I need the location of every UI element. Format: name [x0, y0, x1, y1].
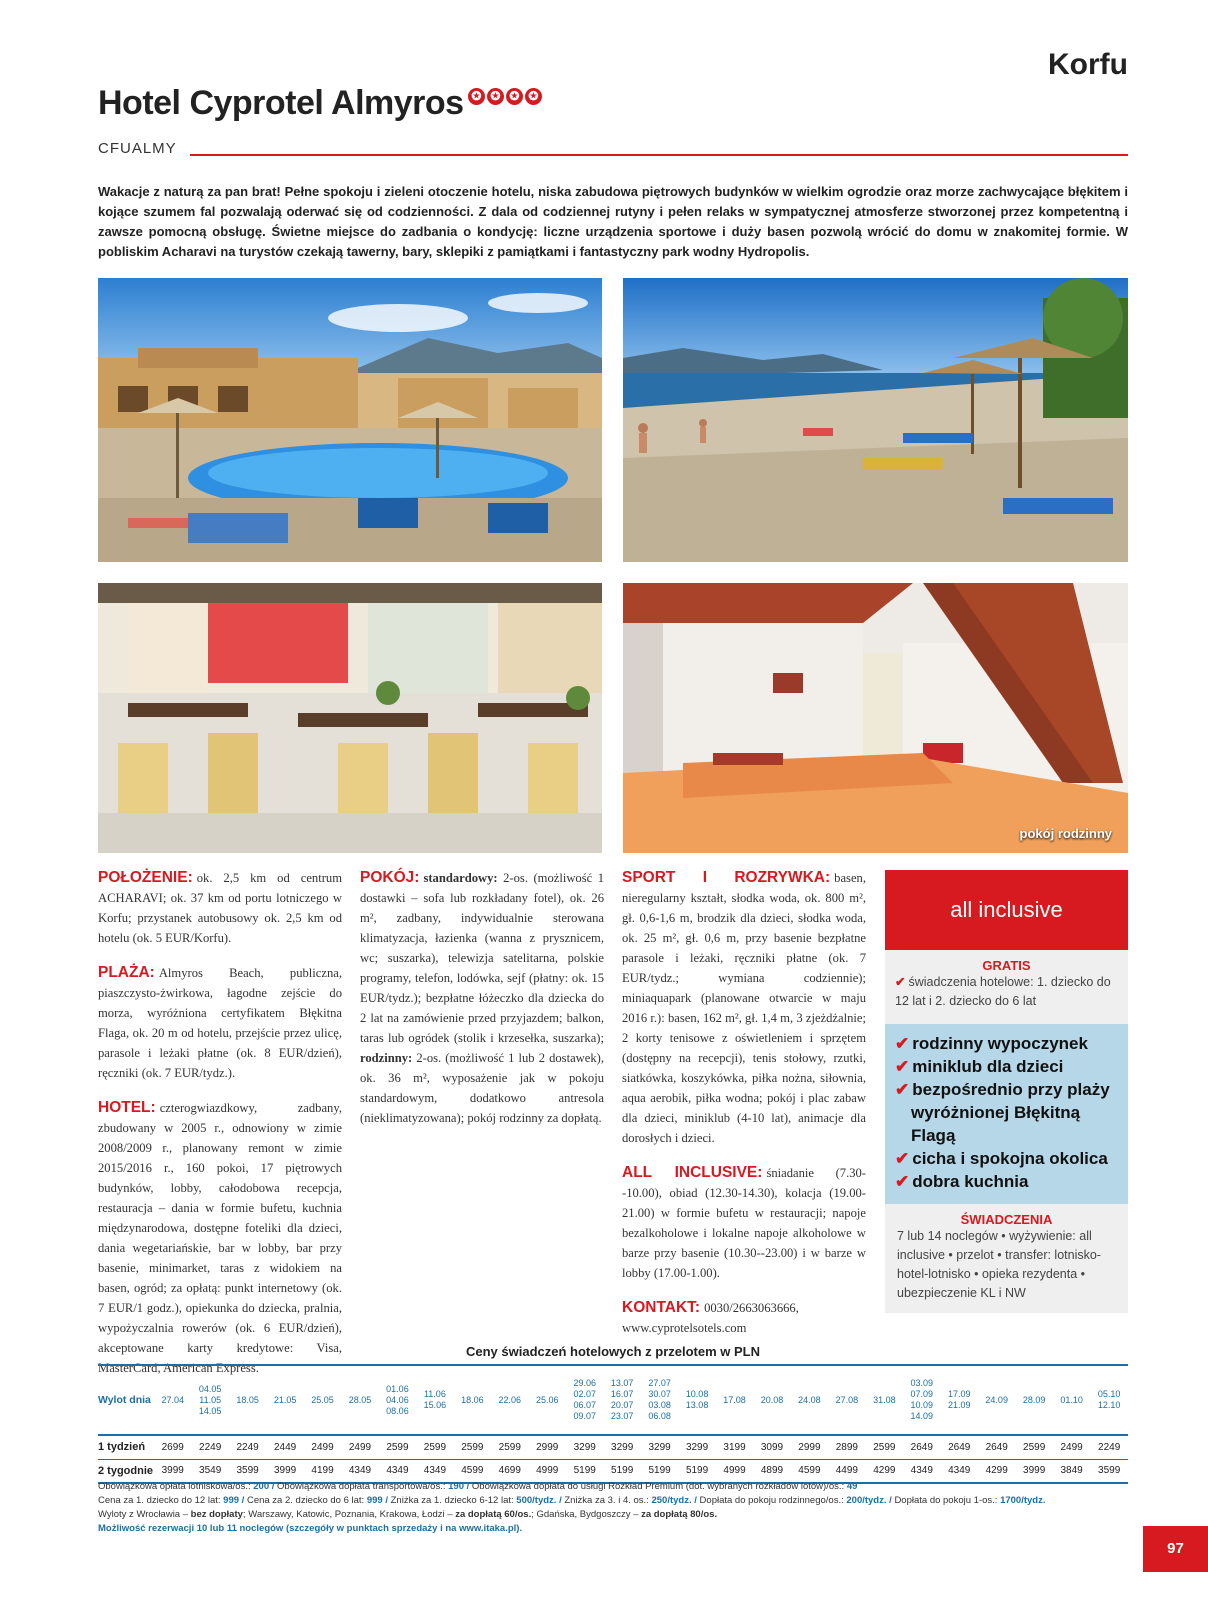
- departure-date: 10.08 13.08: [685, 1389, 709, 1410]
- departure-date: 11.06 15.06: [423, 1389, 447, 1410]
- departure-date: 27.07 30.07 03.08 06.08: [648, 1378, 671, 1421]
- departure-date: 01.06 04.06 08.06: [386, 1383, 409, 1416]
- family-room-photo: [623, 583, 1128, 853]
- hotel-code: CFUALMY: [98, 140, 177, 157]
- price-cell: 3199: [723, 1441, 746, 1453]
- departure-date: 22.06: [498, 1394, 522, 1405]
- price-cell: 3599: [236, 1465, 259, 1477]
- departure-date: 29.06 02.07 06.07 09.07: [573, 1378, 596, 1421]
- departure-date: 20.08: [760, 1394, 784, 1405]
- text-column-2: [360, 868, 604, 1143]
- row-label: 1 tydzień: [98, 1441, 146, 1454]
- region-label: Korfu: [1048, 48, 1128, 81]
- booking-note: Możliwość rezerwacji 10 lub 11 noclegów (szczegóły w punktach sprzedaży i na www.itaka.pl).: [98, 1523, 523, 1534]
- fees-line: [98, 1480, 1108, 1494]
- price-cell: 2599: [1023, 1441, 1046, 1453]
- photo-caption: pokój rodzinny: [1019, 826, 1112, 841]
- price-cell: 2599: [423, 1441, 447, 1453]
- price-table: [98, 1364, 1128, 1484]
- price-cell: 4499: [835, 1465, 858, 1477]
- section-text: basen, nieregularny kształt, słodka woda, ok. 800 m², gł. 0,6-1,6 m, brodzik dla dzieci, słodka woda, ok. 25 m², gł. 0,6 m, przy basenie bezpłatne parasole i leżaki, ręczniki płatne (ok. 7 EUR/tydz.; wymiana codziennie); miniaquapark (planowane otwarcie w maju 2016 r.): basen, 162 m², gł. 1,4 m, 3 zjeżdżalnie; 2 korty tenisowe z oświetleniem i sprzętem (dostępny na recepcji), tenis stołowy, rzutki, siatkówka, koszykówka, piłka nożna, siłownia, aqua aerobik, piłka wodna; pokój i plac zabaw dla dzieci, miniklub (4-10 lat), animacje dla dorosłych i dzieci.: [622, 871, 866, 1145]
- check-icon: ✔: [895, 1034, 910, 1053]
- departures-line: Wyloty z Wrocławia – bez dopłaty; Warszawy, Katowic, Poznania, Krakowa, Łodzi – za dopłatą 60/os.; Gdańska, Bydgoszczy – za dopłatą 80/os.: [98, 1509, 718, 1520]
- hotel-name: Hotel Cyprotel Almyros: [98, 84, 464, 122]
- intro-paragraph: Wakacje z naturą za pan brat! Pełne spokoju i zieleni otoczenie hotelu, niska zabudowa piętrowych budynków w wielkim ogrodzie oraz morze zachwycające błękitem i kojące szumem fal pozwalają oderwać się od codzienności. Z dala od codziennej rutyny i pełen relaks w sympatycznej atmosferze stworzonej przez kompetentną i zawsze pomocną obsługę. Świetne miejsce do zadbania o kondycję: liczne urządzenia sportowe i duży basen pozwolą wrócić do domu w znakomitej formie. W pobliskim Acharavi na turystów czekają tawerny, bary, sklepiki z pamiątkami i fantastyczny park wodny Hydropolis.: [98, 184, 1128, 259]
- price-cell: 4999: [536, 1465, 559, 1477]
- price-cell: 5199: [573, 1465, 596, 1477]
- note-item: Obowiązkowa dopłata do usługi Rozkład Premium (dot. wybranych rozkładów lotów)/os.: 49: [471, 1481, 858, 1492]
- price-cell: 2599: [461, 1441, 484, 1453]
- departure-date: 24.09: [985, 1394, 1008, 1405]
- section-contact: [622, 1298, 866, 1338]
- price-cell: 5199: [611, 1465, 634, 1477]
- feature-item: ✔ bezpośrednio przy plaży wyróżnionej Błękitną Flagą: [895, 1080, 1110, 1145]
- note-item: Zniżka za 3. i 4. os.: 250/tydz. /: [564, 1495, 697, 1506]
- price-cell: 2649: [948, 1441, 971, 1453]
- price-cell: 4199: [311, 1465, 334, 1477]
- price-cell: 2599: [386, 1441, 409, 1453]
- check-icon: ✔: [895, 1080, 910, 1099]
- note-item: Cena za 2. dziecko do 6 lat: 999 /: [246, 1495, 388, 1506]
- price-cell: 2599: [873, 1441, 896, 1453]
- price-cell: 2649: [910, 1441, 933, 1453]
- note-item: Cena za 1. dziecko do 12 lat: 999 /: [98, 1495, 245, 1506]
- discounts-line: [98, 1494, 1108, 1508]
- room-type-label: rodzinny:: [360, 1051, 413, 1065]
- departure-dates-row: [98, 1365, 1128, 1435]
- departure-label: Wylot dnia: [98, 1393, 151, 1406]
- star-icon: ✪: [506, 88, 523, 105]
- departure-date: 31.08: [873, 1394, 896, 1405]
- price-cell: 2249: [1098, 1441, 1121, 1453]
- feature-item: ✔ cicha i spokojna okolica: [895, 1149, 1108, 1168]
- price-cell: 3299: [611, 1441, 634, 1453]
- section-heading: KONTAKT:: [622, 1299, 701, 1316]
- feature-item: ✔ rodzinny wypoczynek: [895, 1034, 1088, 1053]
- feature-item: ✔ dobra kuchnia: [895, 1172, 1029, 1191]
- price-cell: 2449: [273, 1441, 297, 1453]
- departure-date: 04.05 11.05 14.05: [198, 1383, 222, 1416]
- pool-photo: [98, 278, 602, 562]
- section-heading: POKÓJ:: [360, 869, 420, 886]
- services-heading: ŚWIADCZENIA: [960, 1212, 1053, 1227]
- section-text: śniadanie (7.30--10.00), obiad (12.30-14.30), kolacja (19.00-21.00) w formie bufetu w restauracji; napoje bezalkoholowe i lokalne napoje alkoholowe w barze przy basenie (10.30--23.00) i w barze w lobby (17.00-1.00).: [622, 1166, 867, 1280]
- departure-date: 24.08: [798, 1394, 821, 1405]
- price-cell: 3299: [648, 1441, 671, 1453]
- price-rows: [98, 1435, 1128, 1483]
- footnotes: [98, 1480, 1108, 1536]
- box-title: all inclusive: [885, 870, 1128, 950]
- price-cell: 3599: [1098, 1465, 1121, 1477]
- note-item: Dopłata do pokoju 1-os.: 1700/tydz.: [894, 1495, 1046, 1506]
- price-cell: 4599: [798, 1465, 821, 1477]
- price-cell: 4299: [985, 1465, 1008, 1477]
- departure-date: 18.06: [461, 1394, 484, 1405]
- departure-date: 21.05: [273, 1394, 297, 1405]
- section-text: 2-os. (możliwość 1 dostawki – sofa lub rozkładany fotel), ok. 26 m², zadbany, indywidualnie sterowana klimatyzacja, łazienka (wanna z prysznicem, wc; suszarka), telewizja satelitarna, polskie programy, telefon, lodówka, sejf (płatny: ok. 15 EUR/tydz.); bezpłatne łóżeczko dla dziecka do 2 lat na zamówienie przed przyjazdem; balkon, taras lub ogródek (stolik i krzesełka, suszarka);: [360, 871, 604, 1045]
- text-column-3: [622, 868, 866, 1353]
- departure-date: 01.10: [1060, 1394, 1083, 1405]
- check-icon: ✔: [895, 1172, 910, 1191]
- text-column-1: [98, 868, 342, 1393]
- price-cell: 2249: [199, 1441, 222, 1453]
- price-table-title: Ceny świadczeń hotelowych z przelotem w PLN: [465, 1344, 760, 1359]
- check-icon: ✔: [895, 1149, 910, 1168]
- section-text: czterogwiazdkowy, zadbany, zbudowany w 2005 r., odnowiony w zimie 2008/2009 r., planowany remont w zimie 2015/2016 r., 160 pokoi, 17 piętrowych budynków, lobby, całodobowa recepcja, restauracja – dania w formie bufetu, kuchnia międzynarodowa, dostępne foteliki dla dzieci, dania wegetariańskie, bar w lobby, bar przy basenie, minimarket, taras z widokiem na basen, ogród; za opłatą: punkt internetowy (ok. 7 EUR/1 godz.), opiekunka do dziecka, pralnia, wypożyczalnia rowerów (ok. 6 EUR/dzień), akceptowane karty kredytowe: Visa, MasterCard, American Express.: [98, 1101, 342, 1375]
- price-cell: 3299: [573, 1441, 596, 1453]
- gratis-section: [885, 950, 1128, 1024]
- section-heading: PLAŻA:: [98, 964, 155, 981]
- price-cell: 3849: [1060, 1465, 1083, 1477]
- departure-date: 27.04: [161, 1394, 184, 1405]
- price-cell: 2499: [1060, 1441, 1083, 1453]
- price-cell: 2999: [798, 1441, 821, 1453]
- row-label: 2 tygodnie: [98, 1464, 154, 1477]
- departure-date: 25.05: [311, 1394, 334, 1405]
- section-text: Almyros Beach, publiczna, piaszczysto-żwirkowa, łagodne zejście do morza, wyróżniona certyfikatem Błękitna Flaga, ok. 20 m od hotelu, przejście przez ulicę, parasole i leżaki płatne (ok. 8 EUR/dzień), ręczniki (ok. 7 EUR/tydz.).: [98, 966, 342, 1080]
- departure-date: 18.05: [236, 1394, 259, 1405]
- departure-date: 13.07 16.07 20.07 23.07: [610, 1378, 634, 1421]
- page-number: 97: [1143, 1526, 1208, 1572]
- section-text: ok. 2,5 km od centrum ACHARAVI; ok. 37 km od portu lotniczego w Korfu; przystanek autobusowy ok. 2,5 km od hotelu (ok. 5 EUR/Korfu).: [98, 871, 342, 945]
- price-cell: 2649: [985, 1441, 1008, 1453]
- section-hotel: [98, 1098, 342, 1378]
- price-cell: 3999: [273, 1465, 297, 1477]
- price-cell: 5199: [685, 1465, 709, 1477]
- price-cell: 4349: [423, 1465, 447, 1477]
- section-location: [98, 868, 342, 948]
- price-cell: 3999: [161, 1465, 184, 1477]
- price-cell: 3999: [1023, 1465, 1046, 1477]
- star-rating: [468, 88, 542, 105]
- price-cell: 4349: [386, 1465, 409, 1477]
- price-cell: 5199: [648, 1465, 671, 1477]
- table-row: [98, 1435, 1128, 1459]
- check-icon: ✔: [895, 975, 906, 989]
- price-cell: 4999: [723, 1465, 746, 1477]
- star-icon: ✪: [468, 88, 485, 105]
- section-text: 2-os. (możliwość 1 lub 2 dostawek), ok. 36 m², wyposażenie jak w pokoju standardowym, dodatkowo antresola (nieklimatyzowana); pokój rodzinny za dopłatą.: [360, 1051, 604, 1125]
- divider: [190, 154, 1128, 156]
- departure-date: 28.05: [348, 1394, 372, 1405]
- departure-date: 17.09 21.09: [947, 1389, 971, 1410]
- beach-photo: [623, 278, 1128, 562]
- price-cell: 3099: [760, 1441, 784, 1453]
- price-cell: 4599: [461, 1465, 484, 1477]
- features-section: [885, 1024, 1128, 1204]
- all-inclusive-box: [885, 870, 1128, 1313]
- price-cell: 4299: [873, 1465, 896, 1477]
- note-item: Obowiązkowa dopłata transportowa/os.: 190 /: [277, 1481, 470, 1492]
- section-room: [360, 868, 604, 1128]
- section-heading: HOTEL:: [98, 1099, 156, 1116]
- price-cell: 4349: [948, 1465, 971, 1477]
- price-cell: 2499: [311, 1441, 334, 1453]
- departure-date: 17.08: [723, 1394, 746, 1405]
- departure-date: 28.09: [1022, 1394, 1046, 1405]
- price-cell: 4349: [348, 1465, 372, 1477]
- contact-text[interactable]: 0030/2663063666, www.cyprotelsotels.com: [622, 1301, 799, 1335]
- price-cell: 4349: [910, 1465, 933, 1477]
- section-heading: ALL INCLUSIVE:: [622, 1164, 763, 1181]
- price-cell: 2899: [835, 1441, 858, 1453]
- services-section: [885, 1204, 1128, 1313]
- services-text: 7 lub 14 noclegów • wyżywienie: all inclusive • przelot • transfer: lotnisko-hotel-lotnisko • opieka rezydenta • ubezpieczenie KL i NW: [897, 1229, 1101, 1300]
- price-cell: 2249: [236, 1441, 259, 1453]
- departure-date: 25.06: [535, 1394, 559, 1405]
- room-type-label: standardowy:: [423, 871, 498, 885]
- price-cell: 3299: [685, 1441, 709, 1453]
- price-cell: 4899: [760, 1465, 784, 1477]
- feature-item: ✔ miniklub dla dzieci: [895, 1057, 1064, 1076]
- section-sport: [622, 868, 866, 1148]
- price-cell: 2999: [536, 1441, 559, 1453]
- departure-date: 27.08: [835, 1394, 859, 1405]
- section-all-inclusive: [622, 1163, 866, 1283]
- note-item: Dopłata do pokoju rodzinnego/os.: 200/tydz. /: [699, 1495, 892, 1506]
- departure-date: 03.09 07.09 10.09 14.09: [910, 1378, 934, 1421]
- star-icon: ✪: [525, 88, 542, 105]
- restaurant-photo: [98, 583, 602, 853]
- section-heading: POŁOŻENIE:: [98, 869, 193, 886]
- section-heading: SPORT I ROZRYWKA:: [622, 869, 831, 886]
- price-cell: 4699: [498, 1465, 521, 1477]
- check-icon: ✔: [895, 1057, 910, 1076]
- note-item: Obowiązkowa opłata lotniskowa/os.: 200 /: [98, 1481, 275, 1492]
- price-cell: 2599: [498, 1441, 521, 1453]
- star-icon: ✪: [487, 88, 504, 105]
- price-cell: 2699: [161, 1441, 184, 1453]
- price-cell: 2499: [348, 1441, 372, 1453]
- price-cell: 3549: [199, 1465, 222, 1477]
- gratis-heading: GRATIS: [982, 958, 1031, 973]
- section-beach: [98, 963, 342, 1083]
- page-title: [98, 84, 542, 123]
- gratis-text: świadczenia hotelowe: 1. dziecko do 12 lat i 2. dziecko do 6 lat: [895, 975, 1111, 1008]
- note-item: Zniżka za 1. dziecko 6-12 lat: 500/tydz. /: [390, 1495, 562, 1506]
- departure-date: 05.10 12.10: [1097, 1389, 1121, 1410]
